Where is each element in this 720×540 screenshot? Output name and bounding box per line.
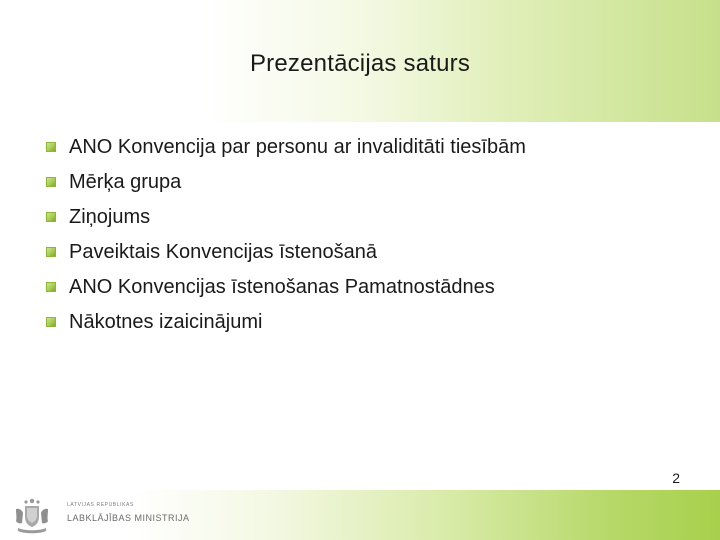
title-divider	[0, 122, 720, 125]
bullet-text: Mērķa grupa	[69, 171, 182, 193]
bullet-text: Nākotnes izaicinājumi	[69, 311, 263, 333]
bullet-item	[40, 130, 700, 165]
slide-title: Prezentācijas saturs	[249, 50, 471, 77]
square-bullet-icon	[46, 247, 56, 257]
logo-title: LABKLĀJĪBAS MINISTRIJA	[67, 513, 190, 523]
bullet-item	[40, 270, 700, 305]
square-bullet-icon	[46, 212, 56, 222]
bullet-text: ANO Konvencija par personu ar invaliditāti tiesībām	[69, 136, 526, 158]
bullet-text: Paveiktais Konvencijas īstenošanā	[69, 241, 377, 263]
bullet-item	[40, 200, 700, 235]
page-number: 2	[672, 470, 680, 486]
bullet-item	[40, 165, 700, 200]
logo-subtitle: LATVIJAS REPUBLIKAS	[67, 502, 134, 508]
bullet-text: ANO Konvencijas īstenošanas Pamatnostādnes	[69, 276, 495, 298]
square-bullet-icon	[46, 282, 56, 292]
square-bullet-icon	[46, 317, 56, 327]
bullet-text: Ziņojums	[69, 206, 151, 228]
bullet-item	[40, 235, 700, 270]
bullet-item	[40, 305, 700, 340]
bullet-list	[40, 130, 700, 340]
square-bullet-icon	[46, 142, 56, 152]
square-bullet-icon	[46, 177, 56, 187]
coat-of-arms-icon	[12, 497, 52, 535]
